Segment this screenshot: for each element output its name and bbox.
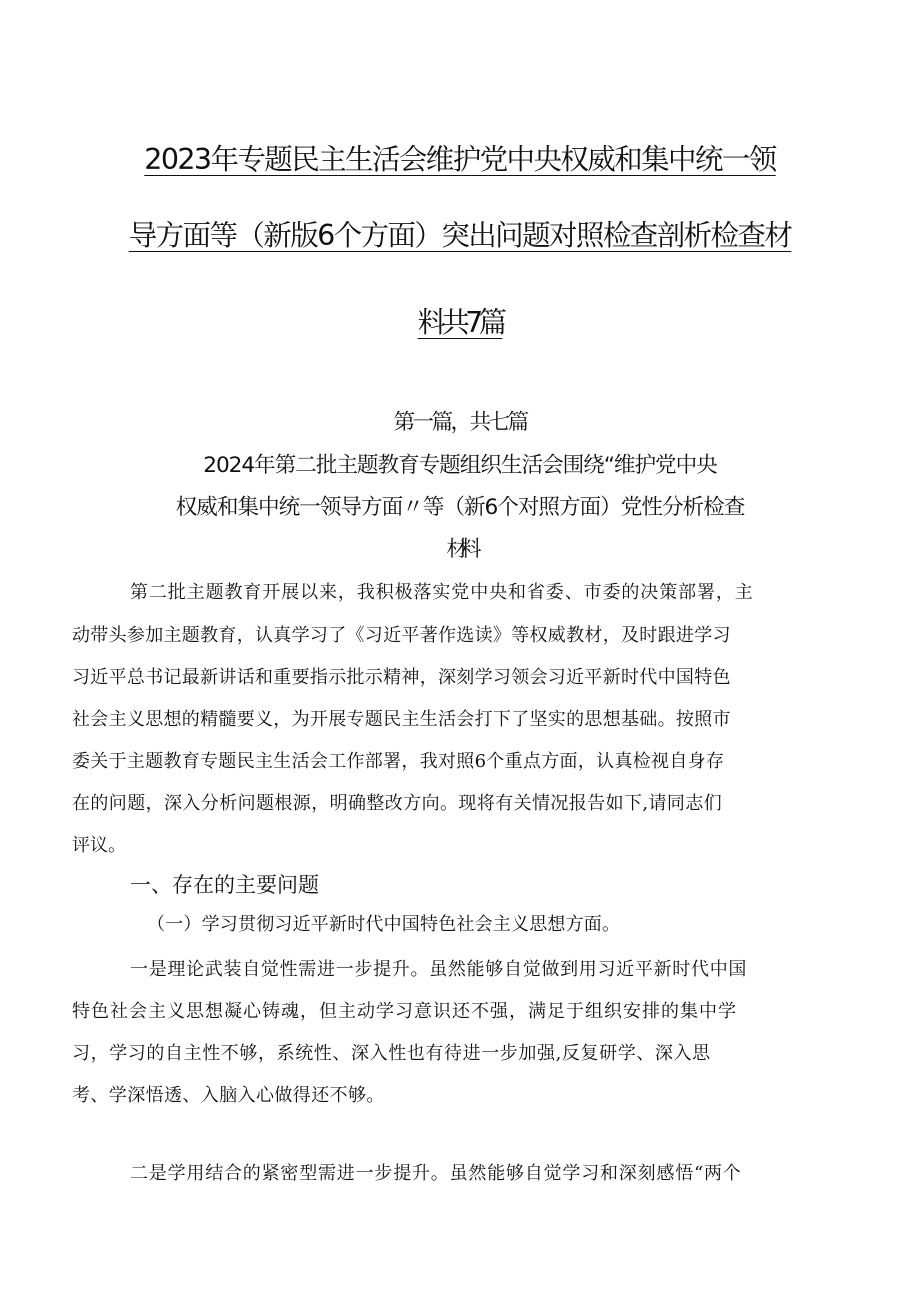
document-title-line-2: 导方面等（新版6个方面）突出问题对照检查剖析检查材 xyxy=(128,219,792,252)
article-title-line-1: 2024年第二批主题教育专题组织生活会围绕“维护党中央 xyxy=(203,453,717,478)
article-title-line-3: 材料 xyxy=(446,537,474,562)
intro-line-4: 社会主义思想的精髓要义，为开展专题民主生活会打下了坚实的思想基础。按照市 xyxy=(72,709,731,730)
intro-line-3: 习近平总书记最新讲话和重要指示批示精神，深刻学习领会习近平新时代中国特色 xyxy=(72,667,731,688)
point-1-line-2: 特色社会主义思想凝心铸魂，但主动学习意识还不强，满足于组织安排的集中学 xyxy=(72,1001,737,1022)
intro-line-7: 评议。 xyxy=(72,835,126,856)
section-heading: 一、存在的主要问题 xyxy=(130,873,319,897)
intro-line-5: 委关于主题教育专题民主生活会工作部署，我对照6个重点方面，认真检视自身存 xyxy=(72,751,725,772)
subsection-heading: （一）学习贯彻习近平新时代中国特色社会主义思想方面。 xyxy=(147,914,621,935)
document-title-line-1: 2023年专题民主生活会维护党中央权威和集中统一领 xyxy=(144,143,776,176)
point-1-line-3: 习，学习的自主性不够，系统性、深入性也有待进一步加强,反复研学、深入思 xyxy=(72,1043,711,1064)
intro-line-2: 动带头参加主题教育，认真学习了《习近平著作选读》等权威教材，及时跟进学习 xyxy=(72,625,731,646)
point-1-line-1: 一是理论武装自觉性需进一步提升。虽然能够自觉做到用习近平新时代中国 xyxy=(130,959,748,980)
point-2-line-1: 二是学用结合的紧密型需进一步提升。虽然能够自觉学习和深刻感悟“两个 xyxy=(130,1163,742,1184)
intro-line-6: 在的问题，深入分析问题根源，明确整改方向。现将有关情况报告如下,请同志们 xyxy=(72,793,723,814)
article-title-line-2: 权威和集中统一领导方面〃等（新6个对照方面）党性分析检查 xyxy=(175,495,745,520)
document-title-line-3: 料共7篇 xyxy=(417,306,503,339)
part-label: 第一篇，共七篇 xyxy=(393,410,527,435)
point-1-line-4: 考、学深悟透、入脑入心做得还不够。 xyxy=(72,1085,385,1106)
intro-line-1: 第二批主题教育开展以来，我积极落实党中央和省委、市委的决策部署，主 xyxy=(130,582,754,603)
